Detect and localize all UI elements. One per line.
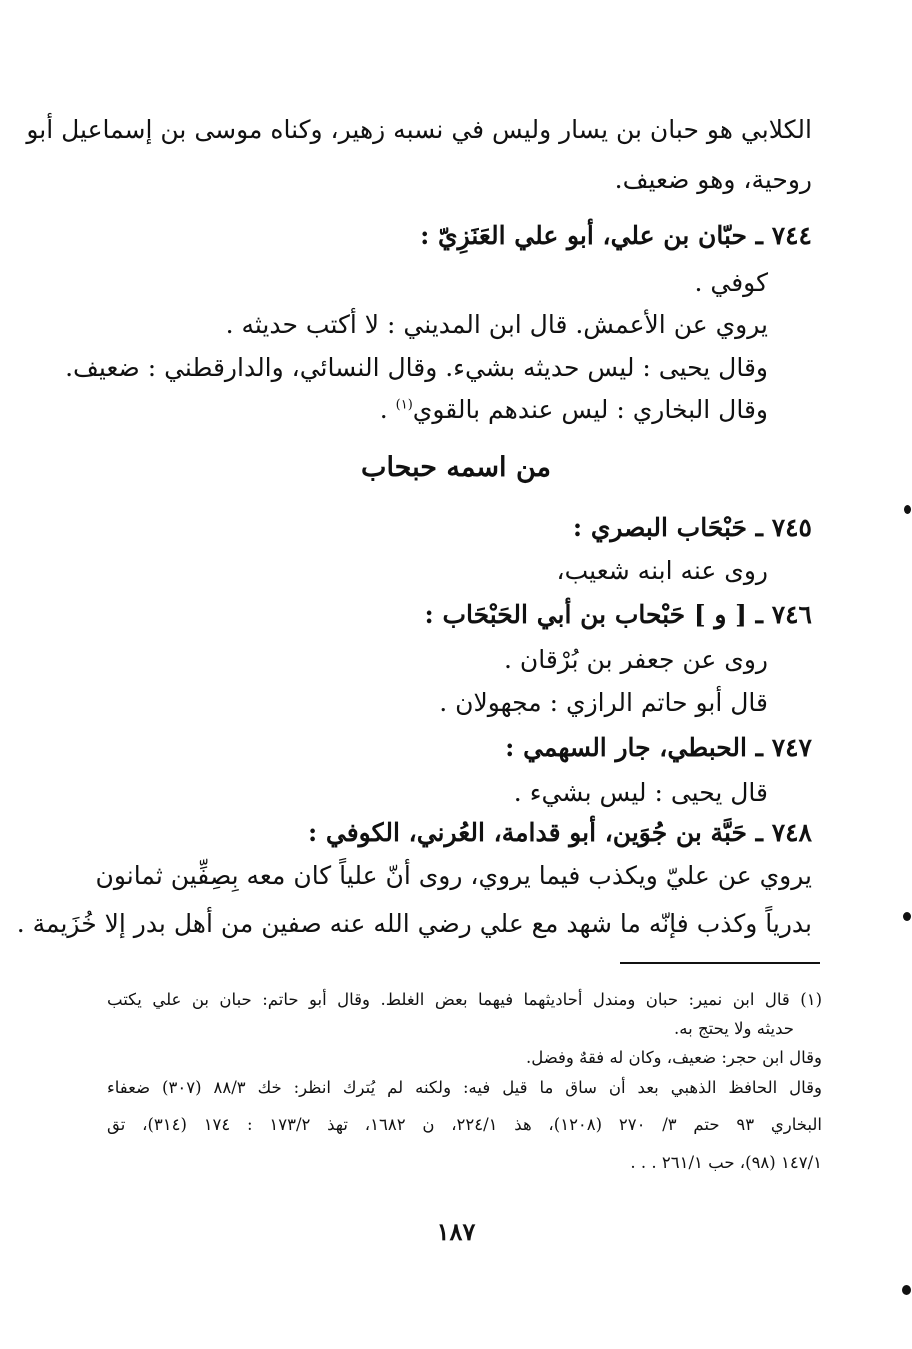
entry-744-line-2: يروي عن الأعمش. قال ابن المديني : لا أكتب حديثه . [225, 310, 768, 339]
entry-746-heading: ٧٤٦ ـ [ و ] حَبْحاب بن أبي الحَبْحَاب : [424, 600, 812, 629]
entry-745-line-1: روى عنه ابنه شعيب، [556, 556, 768, 585]
entry-748-line-2: بدرياً وكذب فإنّه ما شهد مع علي رضي الله عنه صفين من أهل بدر إلا خُزَيمة . [16, 909, 812, 938]
entry-744-line-3: وقال يحيى : ليس حديثه بشيء. وقال النسائي، والدارقطني : ضعيف. [65, 353, 768, 382]
scan-speck-1 [904, 505, 911, 514]
entry-744-line-1: كوفي . [694, 268, 768, 297]
footnote-line-5: البخاري ٩٣ حتم ٣/ ٢٧٠ (١٢٠٨)، هذ ٢٢٤/١، ن ١٦٨٢، تهذ ١٧٣/٢ : ١٧٤ (٣١٤)، تق [107, 1115, 822, 1134]
entry-745-heading: ٧٤٥ ـ حَبْحَاب البصري : [572, 513, 812, 542]
footnote-line-1: (١) قال ابن نمير: حبان ومندل أحاديثهما فيهما بعض الغلط. وقال أبو حاتم: حبان بن علي يكتب [107, 990, 822, 1009]
page-number: ١٨٧ [436, 1217, 476, 1246]
entry-747-line-1: قال يحيى : ليس بشيء . [513, 778, 768, 807]
intro-line-1: الكلابي هو حبان بن يسار وليس في نسبه زهير، وكناه موسى بن إسماعيل أبو [26, 115, 812, 144]
footnote-line-6: ١٤٧/١ (٩٨)، حب ٢٦١/١ . . . [630, 1153, 822, 1172]
intro-line-2: روحية، وهو ضعيف. [614, 165, 812, 194]
footnote-line-3: وقال ابن حجر: ضعيف، وكان له فقهٌ وفضل. [525, 1048, 822, 1067]
section-title: من اسمه حبحاب [361, 452, 551, 483]
entry-746-line-1: روى عن جعفر بن بُرْقان . [504, 645, 768, 674]
entry-746-line-2: قال أبو حاتم الرازي : مجهولان . [439, 688, 768, 717]
entry-748-line-1: يروي عن عليّ ويكذب فيما يروي، روى أنّ علياً كان معه بِصِفِّين ثمانون [95, 861, 812, 890]
footnote-line-2: حديثه ولا يحتج به. [674, 1019, 794, 1038]
scan-speck-2 [903, 912, 911, 921]
entry-748-heading: ٧٤٨ ـ حَبَّة بن جُوَين، أبو قدامة، العُرني، الكوفي : [307, 818, 812, 847]
entry-747-heading: ٧٤٧ ـ الحبطي، جار السهمي : [505, 733, 812, 762]
scan-speck-3 [902, 1285, 911, 1295]
entry-744-line-4-text: وقال البخاري : ليس عندهم بالقوي [412, 395, 768, 424]
footnote-line-4: وقال الحافظ الذهبي بعد أن ساق ما قيل فيه: ولكنه لم يُترك انظر: خك ٨٨/٣ (٣٠٧) ضعفاء [107, 1078, 822, 1097]
entry-744-heading: ٧٤٤ ـ حبّان بن علي، أبو علي العَنَزِيّ : [420, 221, 812, 250]
entry-744-line-4 [380, 392, 768, 428]
footnote-separator [620, 962, 820, 964]
footnote-marker[interactable]: (١) [395, 397, 413, 413]
entry-744-line-4-end: . [379, 395, 396, 424]
